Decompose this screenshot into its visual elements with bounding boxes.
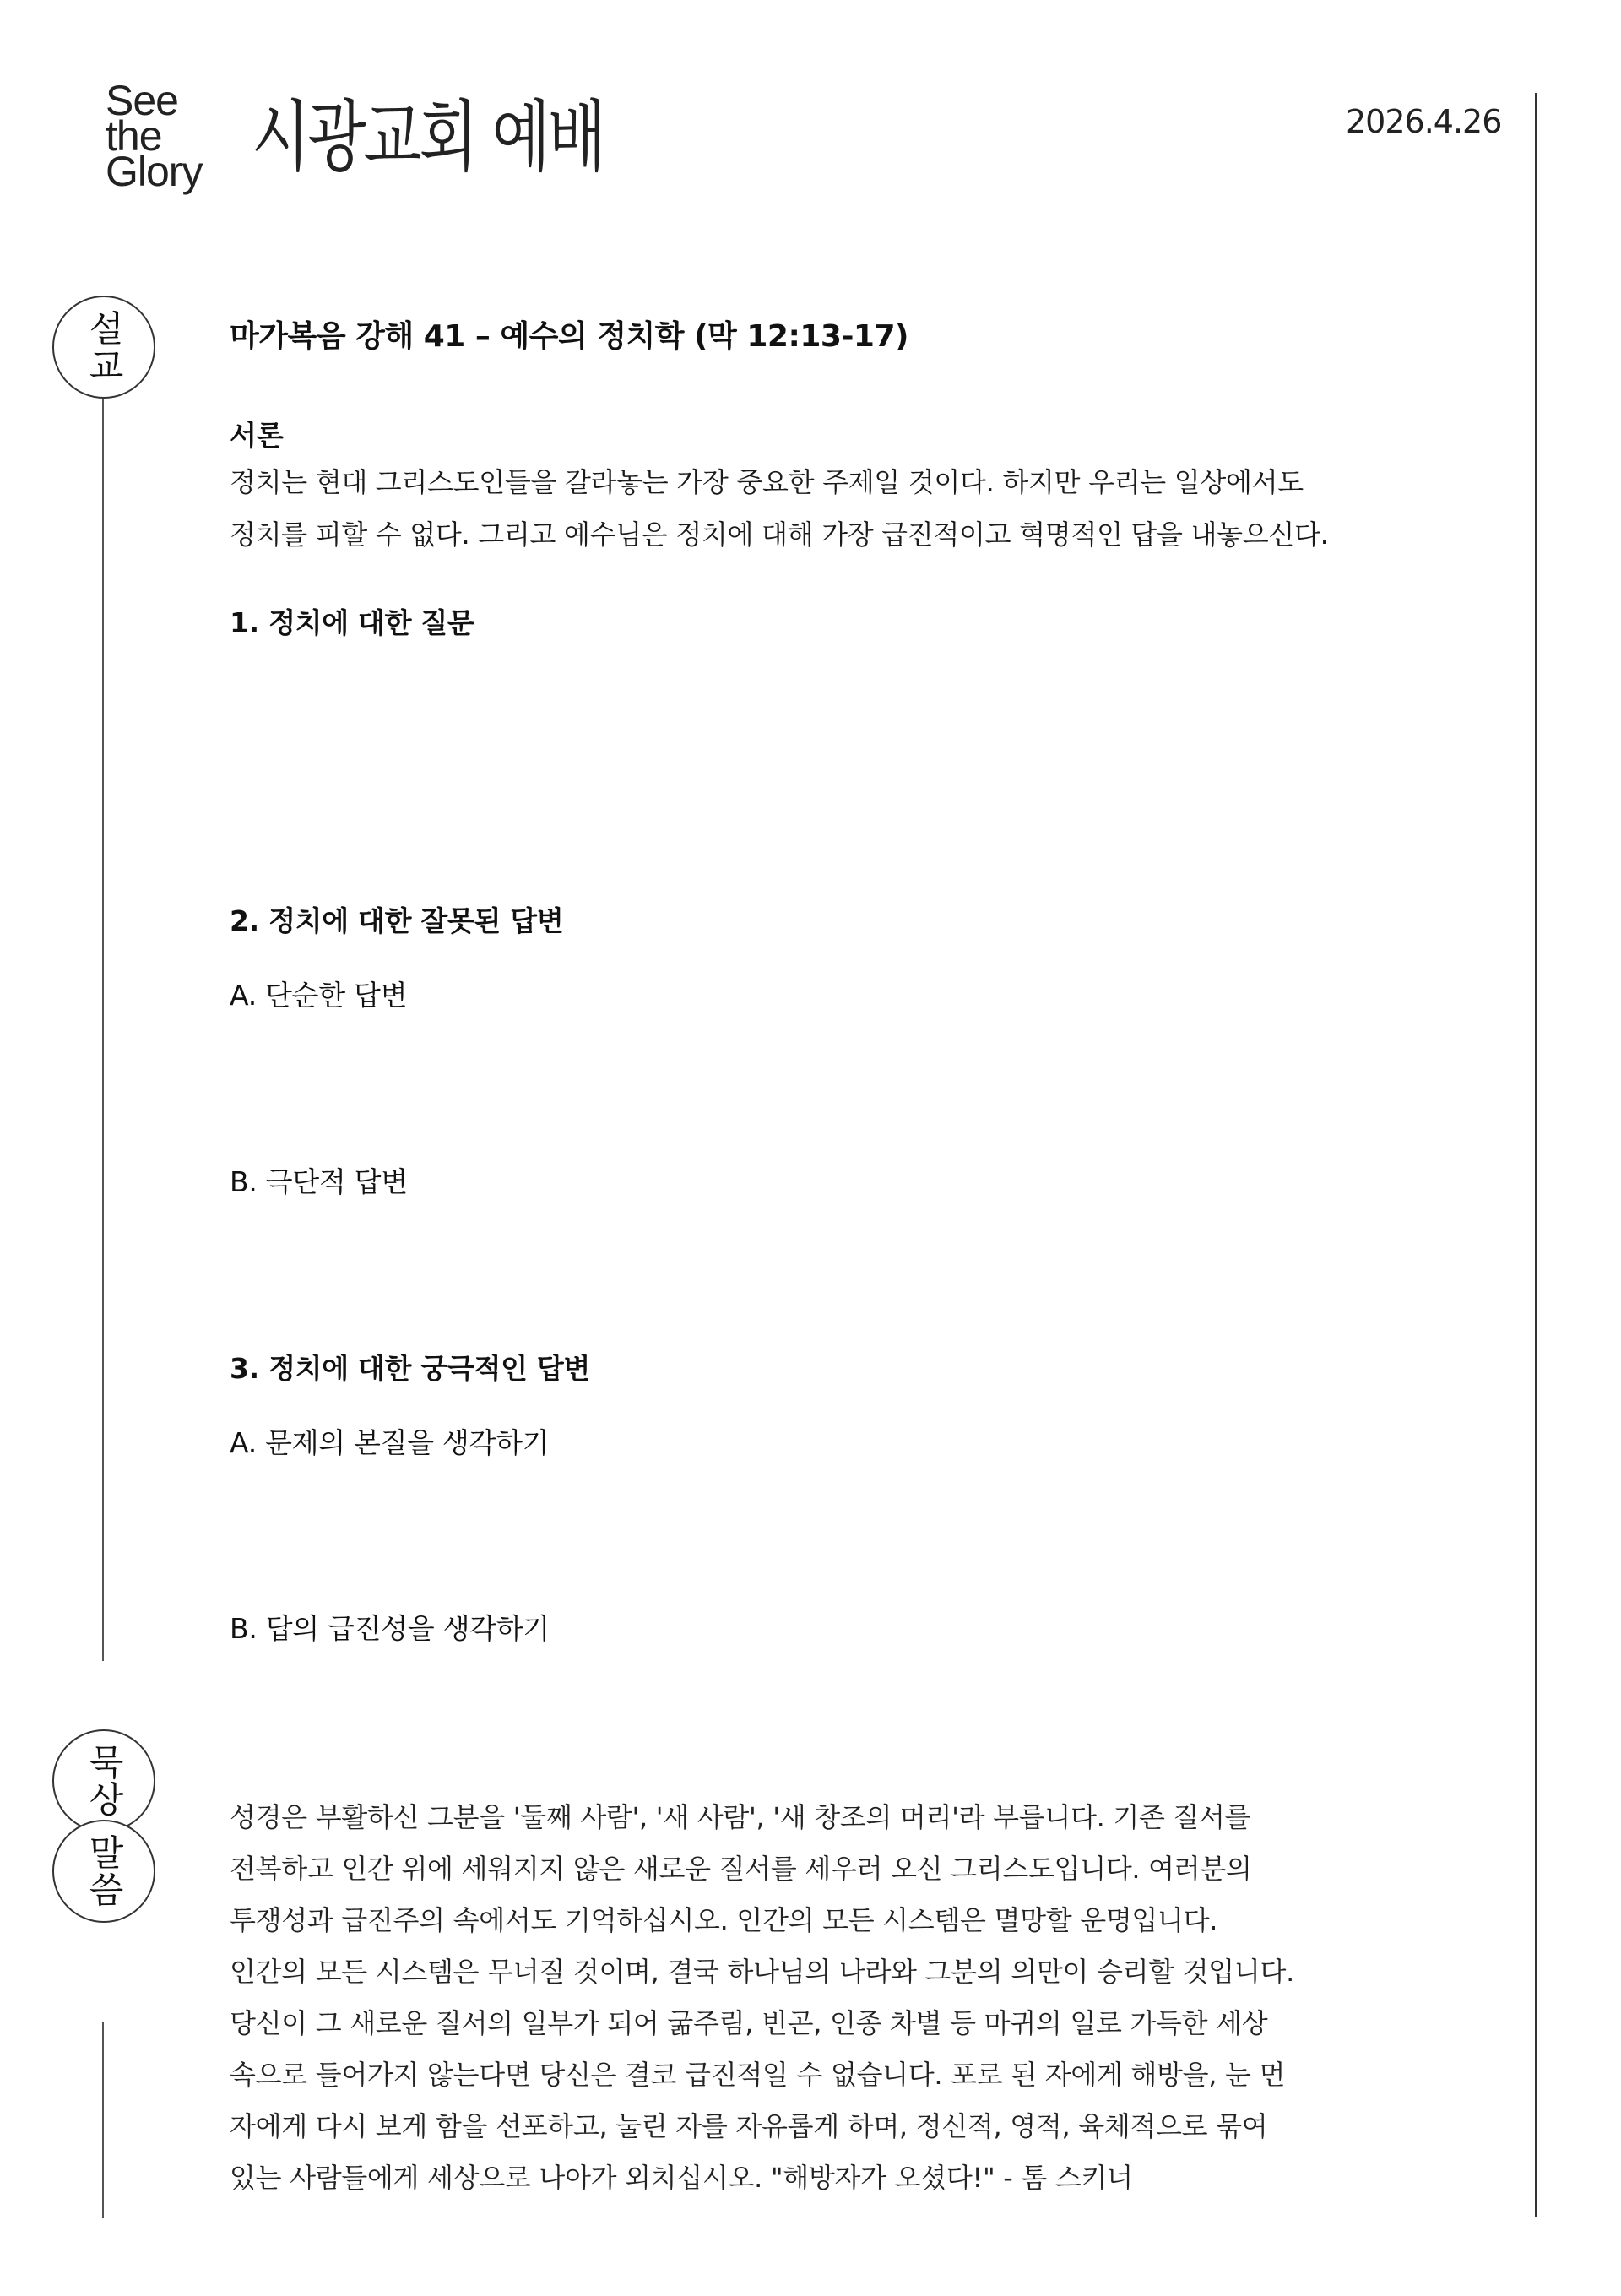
meditation-line: 투쟁성과 급진주의 속에서도 기억하십시오. 인간의 모든 시스템은 멸망할 운명입니다. bbox=[230, 1904, 1218, 1936]
logo-line-1: See bbox=[106, 77, 178, 124]
meditation-line: 있는 사람들에게 세상으로 나아가 외치십시오. "해방자가 오셨다!" - 톰 스키너 bbox=[230, 2162, 1133, 2194]
page-title: 시광교회 예배 bbox=[252, 92, 604, 182]
intro-heading: 서론 bbox=[230, 419, 284, 452]
logo-line-2: the bbox=[106, 112, 162, 160]
intro-line: 정치를 피할 수 없다. 그리고 예수님은 정치에 대해 가장 급진적이고 혁명적인 답을 내놓으신다. bbox=[230, 518, 1329, 551]
section-3-heading: 3. 정치에 대한 궁극적인 답변 bbox=[230, 1352, 591, 1385]
meditation-line: 인간의 모든 시스템은 무너질 것이며, 결국 하나님의 나라와 그분의 의만이 승리할 것입니다. bbox=[230, 1956, 1294, 1988]
meditation-badge-1 bbox=[52, 1729, 155, 1832]
meditation-badge-label-1: 묵상 bbox=[84, 1744, 125, 1818]
see-the-glory-logo bbox=[106, 77, 232, 195]
intro-line: 정치는 현대 그리스도인들을 갈라놓는 가장 중요한 주제일 것이다. 하지만 우리는 일상에서도 bbox=[230, 466, 1304, 498]
sermon-title: 마가복음 강해 41 – 예수의 정치학 (막 12:13-17) bbox=[230, 319, 908, 354]
meditation-badge-label-2: 말씀 bbox=[84, 1834, 125, 1908]
right-vertical-rule bbox=[1535, 93, 1537, 2217]
meditation-line: 성경은 부활하신 그분을 '둘째 사람', '새 사람', '새 창조의 머리'라 부릅니다. 기존 질서를 bbox=[230, 1801, 1251, 1833]
meditation-line: 당신이 그 새로운 질서의 일부가 되어 굶주림, 빈곤, 인종 차별 등 마귀의 일로 가득한 세상 bbox=[230, 2007, 1268, 2039]
section-2a-heading: A. 단순한 답변 bbox=[230, 979, 408, 1012]
service-date: 2026.4.26 bbox=[1346, 103, 1502, 140]
timeline-line-meditation bbox=[102, 2022, 104, 2218]
section-2b-heading: B. 극단적 답변 bbox=[230, 1165, 408, 1198]
meditation-line: 자에게 다시 보게 함을 선포하고, 눌린 자를 자유롭게 하며, 정신적, 영적, 육체적으로 묶여 bbox=[230, 2110, 1268, 2142]
meditation-badge-2 bbox=[52, 1820, 155, 1923]
section-1-heading: 1. 정치에 대한 질문 bbox=[230, 606, 474, 639]
logo-line-3: Glory bbox=[106, 148, 203, 195]
meditation-line: 전복하고 인간 위에 세워지지 않은 새로운 질서를 세우러 오신 그리스도입니다. 여러분의 bbox=[230, 1853, 1252, 1885]
intro-paragraph bbox=[230, 456, 1445, 561]
section-2-heading: 2. 정치에 대한 잘못된 답변 bbox=[230, 904, 564, 937]
sermon-badge bbox=[52, 296, 155, 399]
timeline-line-sermon bbox=[102, 399, 104, 1661]
section-3a-heading: A. 문제의 본질을 생각하기 bbox=[230, 1426, 550, 1459]
sermon-badge-label: 설교 bbox=[84, 310, 125, 384]
section-3b-heading: B. 답의 급진성을 생각하기 bbox=[230, 1612, 550, 1645]
meditation-paragraph bbox=[230, 1792, 1445, 2204]
meditation-line: 속으로 들어가지 않는다면 당신은 결코 급진적일 수 없습니다. 포로 된 자에게 해방을, 눈 먼 bbox=[230, 2059, 1286, 2091]
